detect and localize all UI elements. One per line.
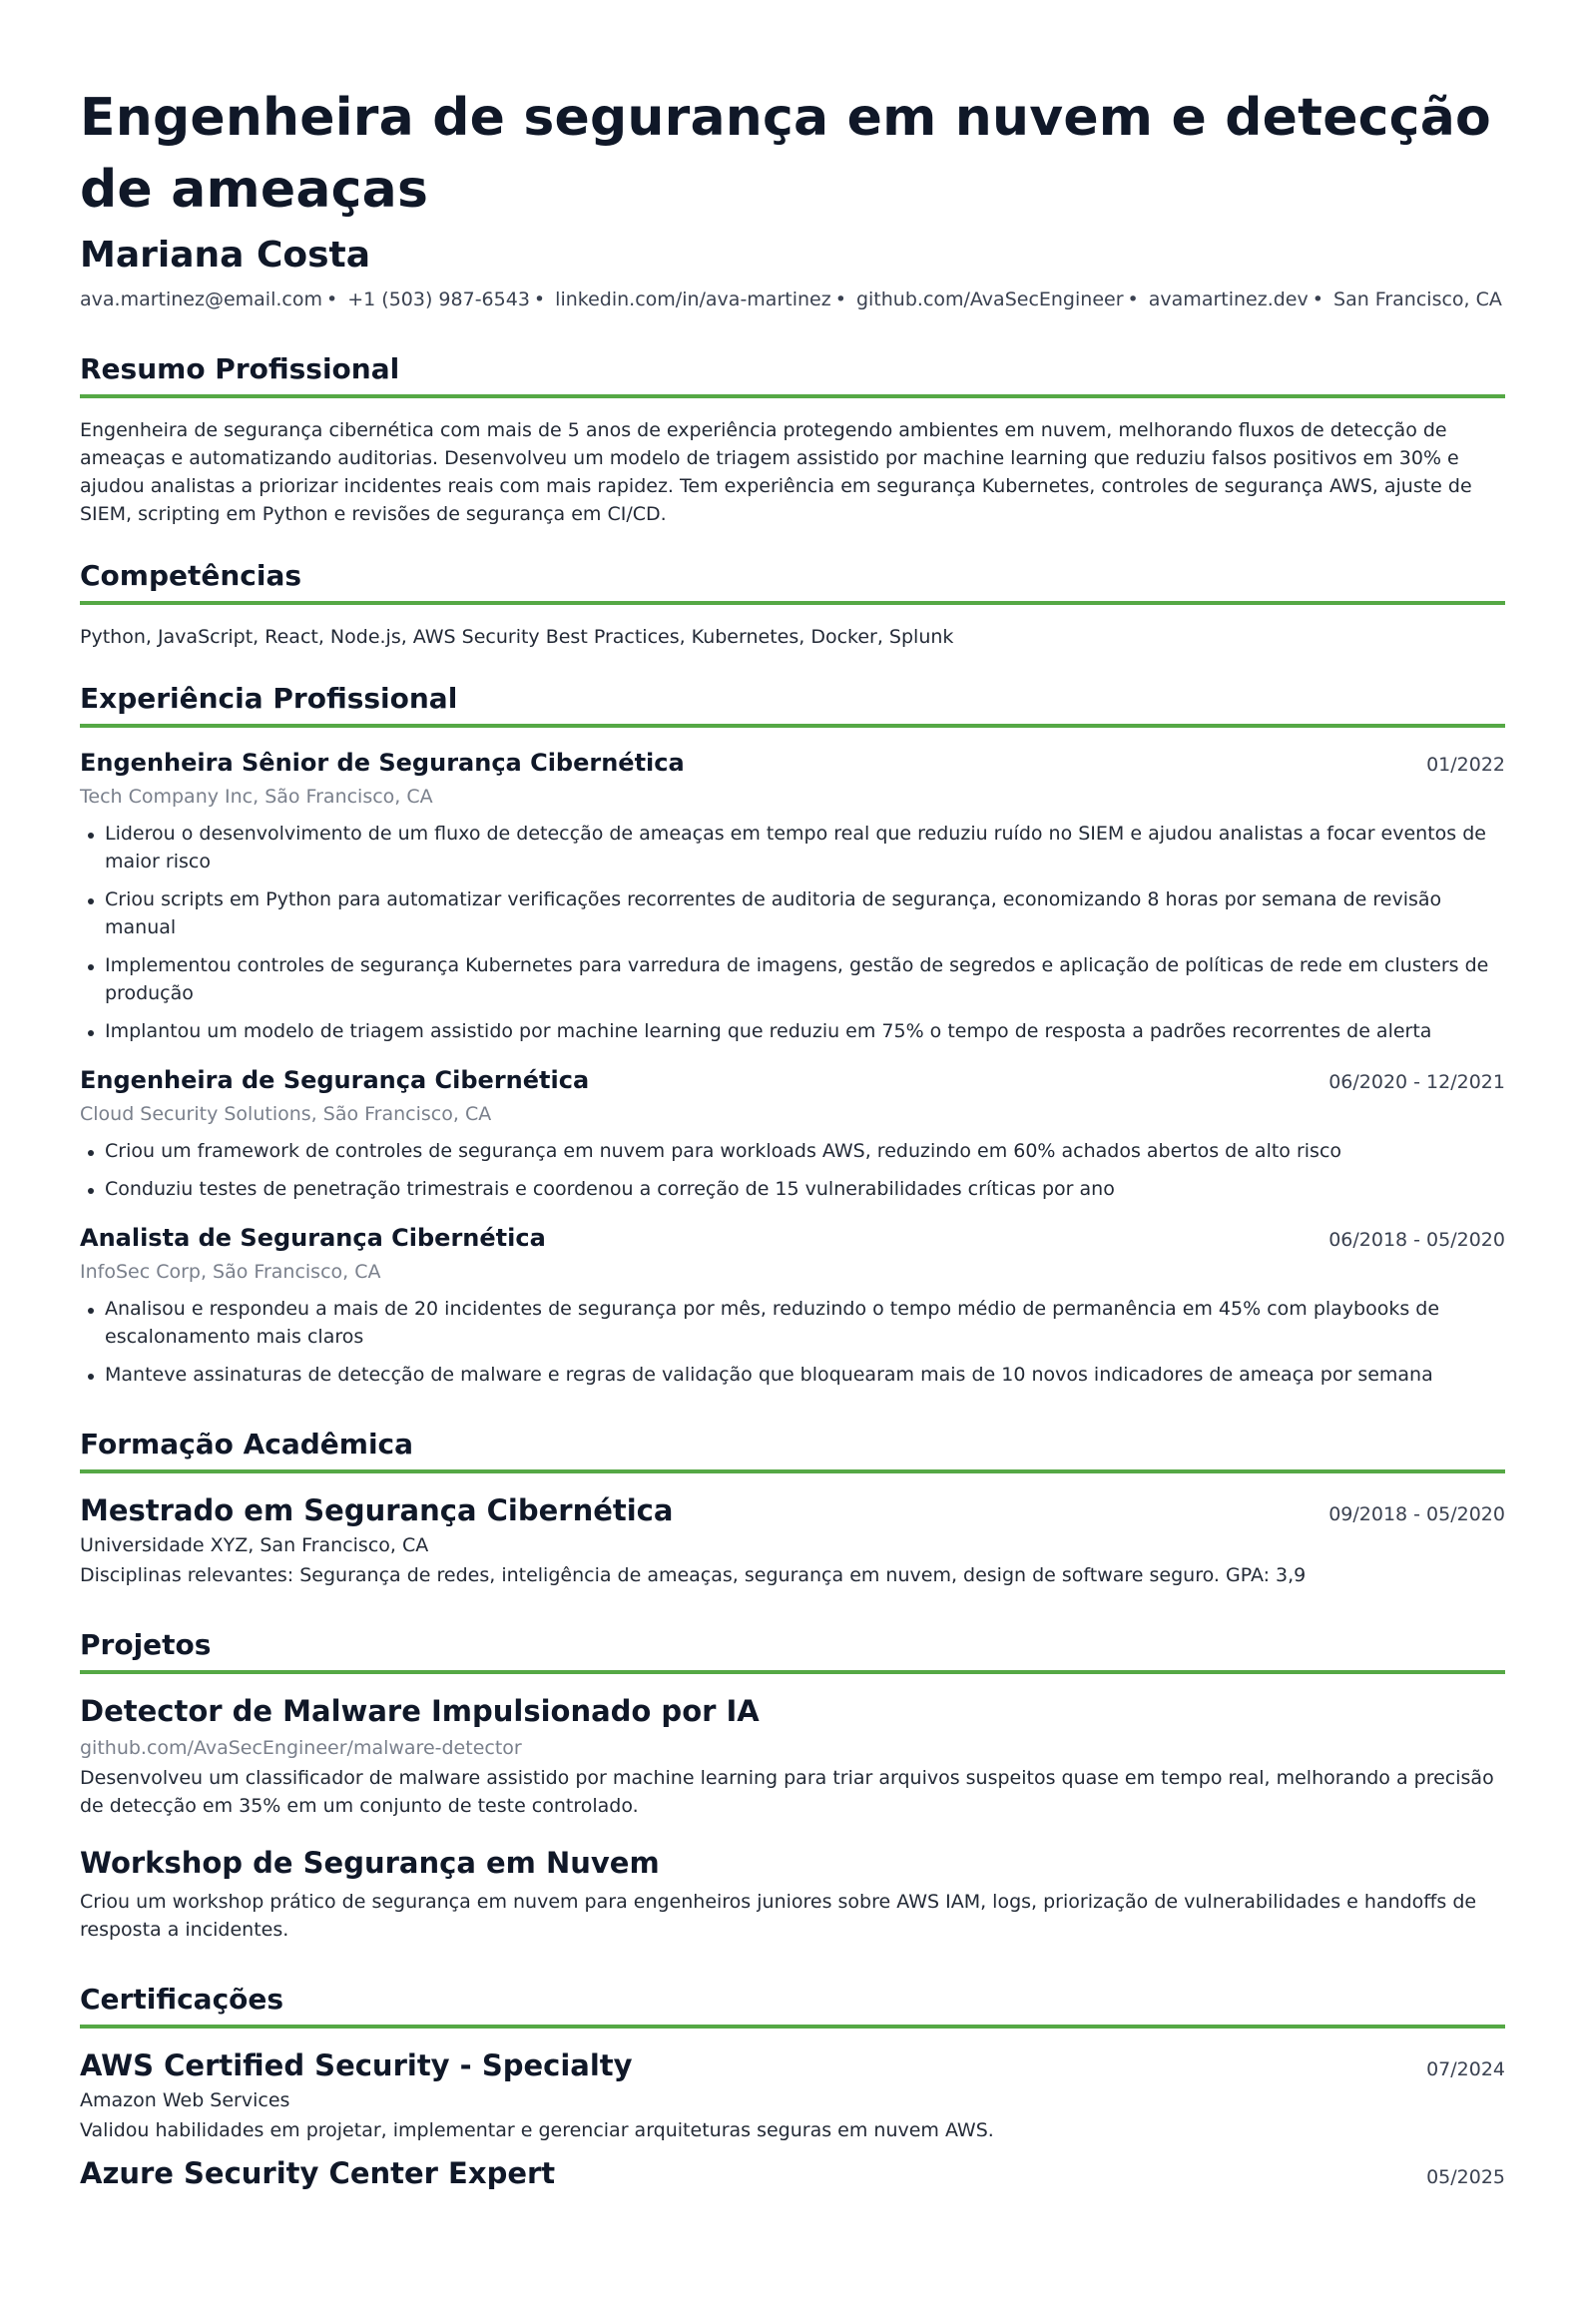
project-name: Detector de Malware Impulsionado por IA	[80, 1694, 760, 1728]
certification-date: 07/2024	[1426, 2058, 1505, 2080]
project-description: Criou um workshop prático de segurança em nuvem para engenheiros juniores sobre AWS IAM, logs, priorização de vulnerabilidades e handoffs de resposta a incidentes.	[80, 1891, 1477, 1941]
job-entry	[80, 1221, 1505, 1389]
skills-text: Python, JavaScript, React, Node.js, AWS Security Best Practices, Kubernetes, Docker, Splunk	[80, 626, 954, 648]
bullet-text: Criou scripts em Python para automatizar verificações recorrentes de auditoria de segurança, economizando 8 horas por semana de revisão manual	[105, 888, 1442, 938]
project-name: Workshop de Segurança em Nuvem	[80, 1846, 660, 1880]
contact-phone[interactable]: +1 (503) 987-6543	[347, 289, 530, 310]
bullet-icon	[88, 1308, 94, 1314]
contact-linkedin[interactable]: linkedin.com/in/ava-martinez	[555, 289, 831, 310]
job-bullets	[80, 820, 1505, 1045]
section-heading: Competências	[80, 558, 1505, 605]
bullet-text: Conduziu testes de penetração trimestrais e coordenou a correção de 15 vulnerabilidades críticas por ano	[105, 1178, 1115, 1200]
contact-line	[80, 286, 1505, 313]
bullet-icon	[88, 1030, 94, 1036]
certification-name: Azure Security Center Expert	[80, 2156, 556, 2190]
certification-description: Validou habilidades em projetar, implementar e gerenciar arquiteturas seguras em nuvem AWS.	[80, 2119, 994, 2141]
bullet-icon	[88, 1188, 94, 1194]
separator: •	[834, 289, 846, 310]
job-company: Tech Company Inc, São Francisco, CA	[80, 786, 433, 808]
project-entry	[80, 1844, 1505, 1944]
separator: •	[325, 289, 338, 310]
education-date: 09/2018 - 05/2020	[1328, 1503, 1505, 1525]
bullet-icon	[88, 1374, 94, 1380]
school-name: Universidade XYZ, San Francisco, CA	[80, 1534, 429, 1556]
projects-section	[80, 1627, 1505, 1944]
job-title: Analista de Segurança Cibernética	[80, 1224, 546, 1252]
candidate-name: Mariana Costa	[80, 235, 371, 276]
contact-location: San Francisco, CA	[1333, 289, 1502, 310]
bullet-text: Implantou um modelo de triagem assistido por machine learning que reduziu em 75% o tempo de resposta a padrões recorrentes de alerta	[105, 1020, 1432, 1042]
project-link[interactable]: github.com/AvaSecEngineer/malware-detector	[80, 1737, 522, 1759]
list-item	[80, 885, 1505, 941]
degree-title: Mestrado em Segurança Cibernética	[80, 1493, 674, 1527]
contact-email[interactable]: ava.martinez@email.com	[80, 289, 322, 310]
list-item	[80, 1361, 1505, 1389]
separator: •	[533, 289, 546, 310]
job-date: 06/2018 - 05/2020	[1328, 1229, 1505, 1251]
certification-date: 05/2025	[1426, 2166, 1505, 2188]
bullet-text: Implementou controles de segurança Kubernetes para varredura de imagens, gestão de segredos e aplicação de políticas de rede em clusters de produção	[105, 954, 1489, 1004]
resume-page	[0, 82, 1585, 2324]
certifications-section	[80, 1982, 1505, 2192]
list-item	[80, 820, 1505, 875]
job-title: Engenheira de Segurança Cibernética	[80, 1066, 590, 1094]
separator: •	[1312, 289, 1323, 310]
section-heading: Formação Acadêmica	[80, 1427, 1505, 1473]
project-description: Desenvolveu um classificador de malware assistido por machine learning para triar arquivos suspeitos quase em tempo real, melhorando a precisão de detecção em 35% em um conjunto de teste controlado.	[80, 1767, 1494, 1817]
job-title: Engenheira Sênior de Segurança Cibernética	[80, 749, 685, 777]
bullet-icon	[88, 1150, 94, 1156]
job-date: 06/2020 - 12/2021	[1328, 1071, 1505, 1093]
bullet-text: Manteve assinaturas de detecção de malware e regras de validação que bloquearam mais de 10 novos indicadores de ameaça por semana	[105, 1364, 1433, 1386]
job-entry	[80, 1063, 1505, 1203]
section-heading: Projetos	[80, 1627, 1505, 1674]
bullet-icon	[88, 833, 94, 839]
job-date: 01/2022	[1426, 754, 1505, 776]
project-entry	[80, 1692, 1505, 1820]
experience-section	[80, 681, 1505, 1389]
separator: •	[1127, 289, 1139, 310]
list-item	[80, 1017, 1505, 1045]
section-heading: Resumo Profissional	[80, 351, 1505, 398]
summary-section	[80, 351, 1505, 528]
contact-github[interactable]: github.com/AvaSecEngineer	[855, 289, 1124, 310]
contact-website[interactable]: avamartinez.dev	[1148, 289, 1309, 310]
certification-entry	[80, 2046, 1505, 2144]
certification-name: AWS Certified Security - Specialty	[80, 2048, 633, 2082]
bullet-icon	[88, 898, 94, 904]
education-entry	[80, 1491, 1505, 1589]
list-item	[80, 1175, 1505, 1203]
bullet-icon	[88, 964, 94, 970]
certification-entry	[80, 2154, 1505, 2192]
education-section	[80, 1427, 1505, 1589]
job-bullets	[80, 1295, 1505, 1389]
section-heading: Experiência Profissional	[80, 681, 1505, 728]
job-bullets	[80, 1137, 1505, 1203]
skills-section	[80, 558, 1505, 651]
list-item	[80, 1137, 1505, 1165]
bullet-text: Liderou o desenvolvimento de um fluxo de detecção de ameaças em tempo real que reduziu ruído no SIEM e ajudou analistas a focar eventos de maior risco	[105, 823, 1486, 872]
resume-title: Engenheira de segurança em nuvem e detecção de ameaças	[80, 88, 1491, 220]
bullet-text: Criou um framework de controles de segurança em nuvem para workloads AWS, reduzindo em 60% achados abertos de alto risco	[105, 1140, 1342, 1162]
education-details: Disciplinas relevantes: Segurança de redes, inteligência de ameaças, segurança em nuvem, design de software seguro. GPA: 3,9	[80, 1564, 1307, 1586]
job-company: InfoSec Corp, São Francisco, CA	[80, 1261, 381, 1283]
bullet-text: Analisou e respondeu a mais de 20 incidentes de segurança por mês, reduzindo o tempo médio de permanência em 45% com playbooks de escalonamento mais claros	[105, 1298, 1440, 1348]
job-company: Cloud Security Solutions, São Francisco, CA	[80, 1103, 492, 1125]
job-entry	[80, 746, 1505, 1045]
certification-issuer: Amazon Web Services	[80, 2089, 290, 2111]
list-item	[80, 951, 1505, 1007]
section-heading: Certificações	[80, 1982, 1505, 2029]
list-item	[80, 1295, 1505, 1351]
summary-text: Engenheira de segurança cibernética com mais de 5 anos de experiência protegendo ambientes em nuvem, melhorando fluxos de detecção de ameaças e automatizando auditorias. Desenvolveu um modelo de triagem assistido por machine learning que reduziu falsos positivos em 30% e ajudou analistas a priorizar incidentes reais com mais rapidez. Tem experiência em segurança Kubernetes, controles de segurança AWS, ajuste de SIEM, scripting em Python e revisões de segurança em CI/CD.	[80, 419, 1472, 525]
